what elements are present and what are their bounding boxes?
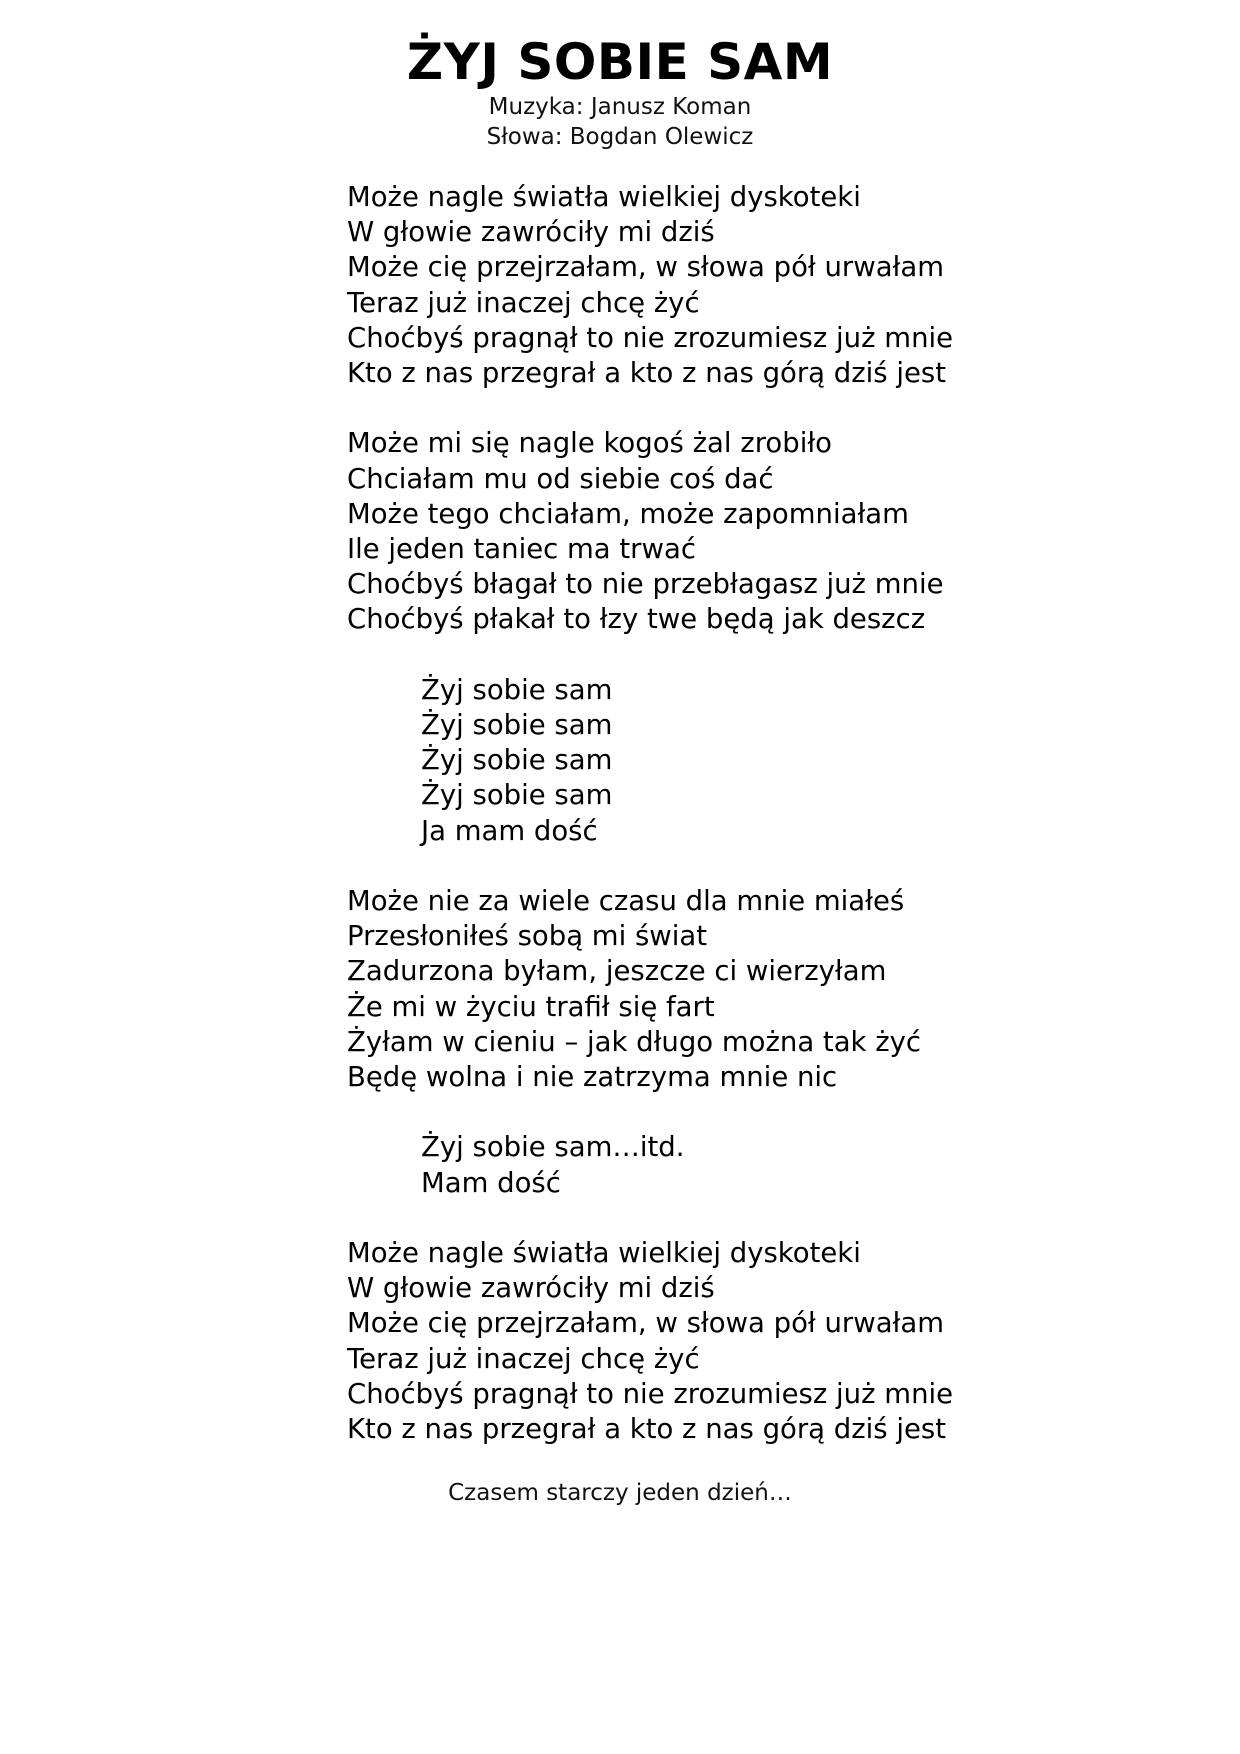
verse-stanza [347,426,1147,637]
chorus-line: Mam dość [421,1166,561,1199]
verse-stanza [347,1236,1147,1447]
song-title: ŻYJ SOBIE SAM [406,33,834,91]
lyric-line: Może mi się nagle kogoś żal zrobiło [347,427,832,460]
lyric-line: Kto z nas przegrał a kto z nas górą dziś jest [347,357,947,390]
lyrics-credit: Słowa: Bogdan Olewicz [486,124,754,150]
chorus-line: Żyj sobie sam…itd. [421,1131,685,1164]
lyric-line: Może nie za wiele czasu dla mnie miałeś [347,885,905,918]
chorus-line: Ja mam dość [421,814,598,847]
lyric-line: Choćbyś błagał to nie przebłagasz już mnie [347,568,944,601]
lyric-line: Może cię przejrzałam, w słowa pół urwałam [347,1307,945,1340]
lyric-line: Może tego chciałam, może zapomniałam [347,497,909,530]
lyric-line: Może cię przejrzałam, w słowa pół urwałam [347,251,945,284]
chorus-line: Żyj sobie sam [421,779,613,812]
chorus-stanza [347,673,1147,849]
lyric-line: Chciałam mu od siebie coś dać [347,462,774,495]
chorus-stanza [347,1130,1147,1200]
lyric-line: Zadurzona byłam, jeszcze ci wierzyłam [347,955,887,988]
lyric-line: Będę wolna i nie zatrzyma mnie nic [347,1061,838,1094]
lyric-line: Że mi w życiu trafił się fart [347,990,715,1023]
lyrics-body [347,180,1147,1482]
lyric-line: W głowie zawróciły mi dziś [347,1272,715,1305]
chorus-line: Żyj sobie sam [421,709,613,742]
lyric-line: Choćbyś płakał to łzy twe będą jak deszcz [347,603,926,636]
lyric-line: Przesłoniłeś sobą mi świat [347,920,708,953]
chorus-line: Żyj sobie sam [421,744,613,777]
lyric-line: Może nagle światła wielkiej dyskoteki [347,1237,861,1270]
lyric-line: Może nagle światła wielkiej dyskoteki [347,181,861,213]
lyric-line: Teraz już inaczej chcę żyć [347,1342,700,1375]
chorus-line: Żyj sobie sam [421,673,613,706]
lyric-line: Ile jeden taniec ma trwać [347,533,696,566]
lyric-line: Choćbyś pragnął to nie zrozumiesz już mnie [347,321,954,354]
music-credit: Muzyka: Janusz Koman [488,94,752,120]
lyric-line: Żyłam w cieniu – jak długo można tak żyć [347,1025,922,1058]
lyric-line: Kto z nas przegrał a kto z nas górą dziś jest [347,1413,947,1446]
closing-line: Czasem starczy jeden dzień… [448,1480,792,1506]
lyric-line: W głowie zawróciły mi dziś [347,216,715,249]
lyric-line: Teraz już inaczej chcę żyć [347,286,700,319]
verse-stanza [347,180,1147,391]
verse-stanza [347,884,1147,1095]
lyric-line: Choćbyś pragnął to nie zrozumiesz już mnie [347,1377,954,1410]
